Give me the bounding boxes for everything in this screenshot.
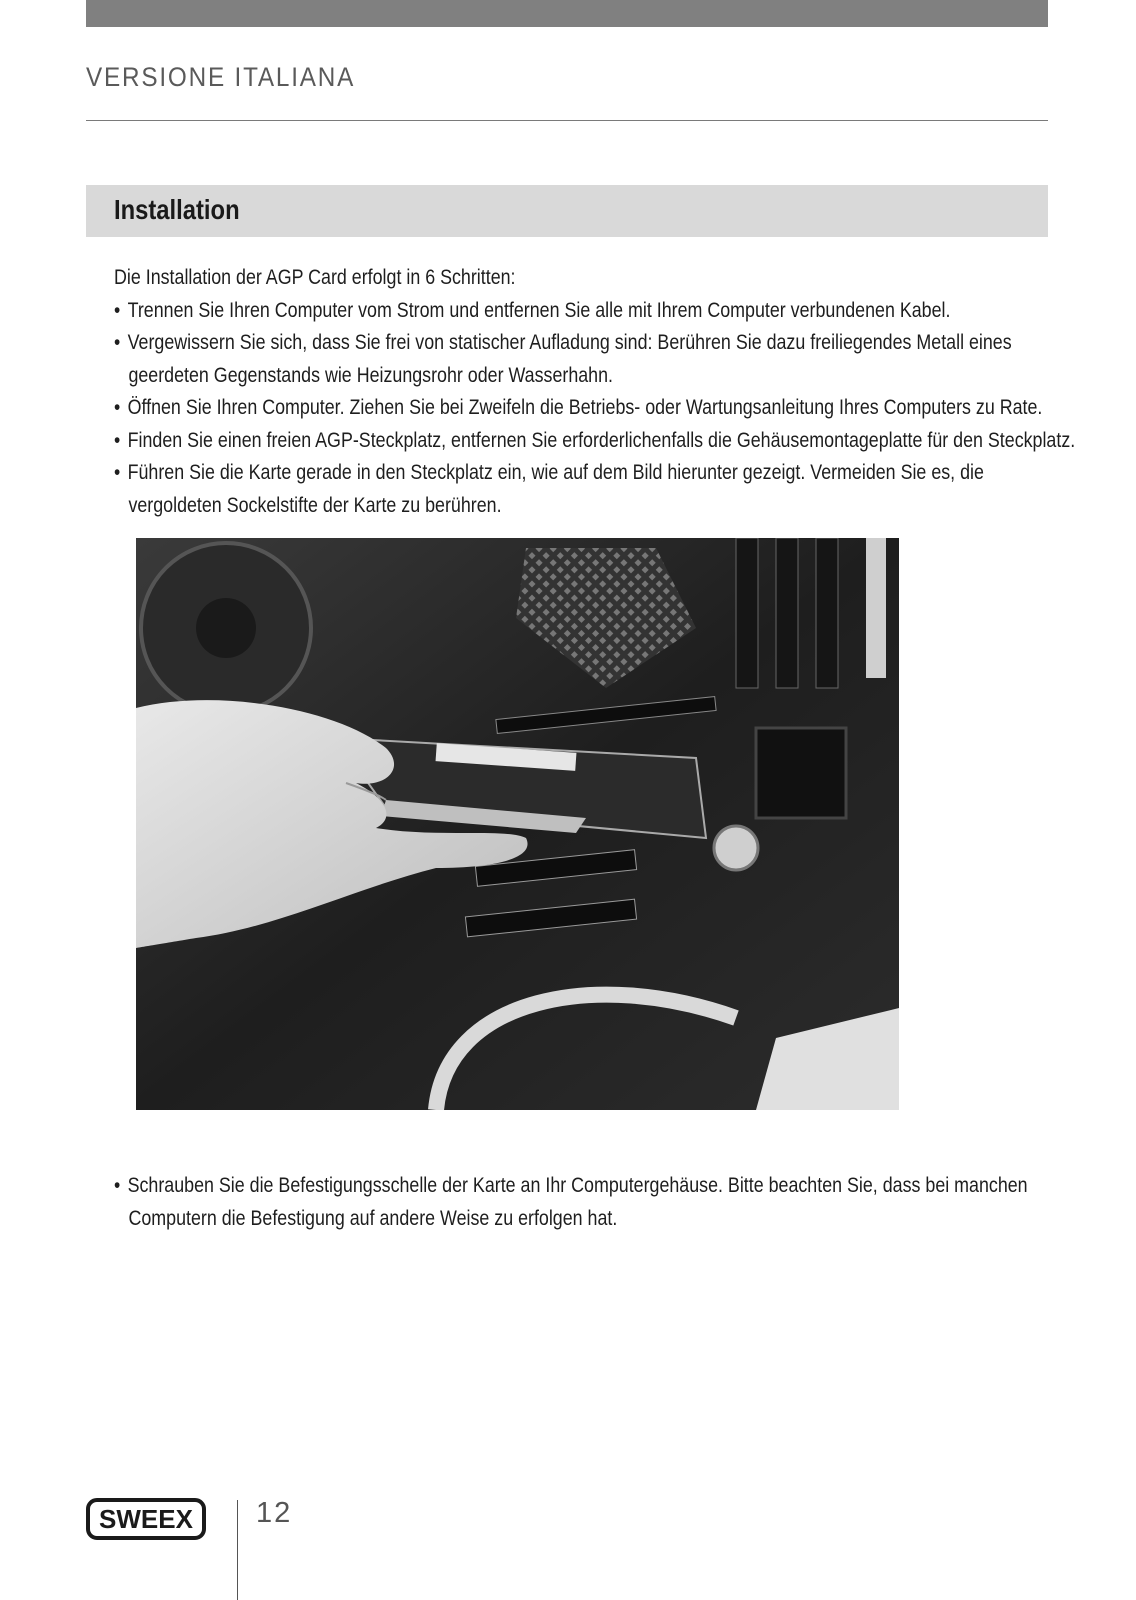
footer-divider [237, 1500, 238, 1600]
final-step-block [114, 1170, 1074, 1235]
top-decorative-bar [86, 0, 1048, 27]
bullet-item: • Vergewissern Sie sich, dass Sie frei von statischer Aufladung sind: Berühren Sie dazu freiliegendes Metall eines geerdeten Gegenstands wie Heizungsrohr oder Wasserhahn. [114, 327, 1074, 392]
bullet-item: • Trennen Sie Ihren Computer vom Strom und entfernen Sie alle mit Ihrem Computer verbundenen Kabel. [114, 295, 1074, 328]
instructions-block [114, 262, 1074, 522]
bullet-icon: • [114, 298, 121, 322]
bullet-icon: • [114, 428, 121, 452]
bullet-item: • Öffnen Sie Ihren Computer. Ziehen Sie bei Zweifeln die Betriebs- oder Wartungsanleitung Ihres Computers zu Rate. [114, 392, 1074, 425]
section-title: Installation [114, 194, 240, 225]
bullet-icon: • [114, 396, 121, 419]
page-header-title: VERSIONE ITALIANA [86, 62, 356, 92]
section-heading-bar [86, 185, 1048, 237]
bullet-icon: • [114, 331, 121, 354]
bullet-item: • Führen Sie die Karte gerade in den Steckplatz ein, wie auf dem Bild hierunter gezeigt. Vermeiden Sie es, die vergoldeten Sockelstifte der Karte zu berühren. [114, 457, 1074, 522]
bullet-item: • Schrauben Sie die Befestigungsschelle der Karte an Ihr Computergehäuse. Bitte beachten Sie, dass bei manchen Computern die Befestigung auf andere Weise zu erfolgen hat. [114, 1170, 1074, 1235]
bullet-item: • Finden Sie einen freien AGP-Steckplatz, entfernen Sie erforderlichenfalls die Gehäusemontageplatte für den Steckplatz. [114, 425, 1074, 458]
sweex-logo [86, 1498, 206, 1540]
header-divider [86, 120, 1048, 121]
svg-text:SWEEX: SWEEX [99, 1504, 193, 1534]
bullet-icon: • [114, 1174, 121, 1197]
intro-text: Die Installation der AGP Card erfolgt in 6 Schritten: [114, 266, 516, 289]
page-number: 12 [256, 1497, 293, 1529]
installation-photo [136, 538, 899, 1110]
bullet-icon: • [114, 461, 121, 484]
